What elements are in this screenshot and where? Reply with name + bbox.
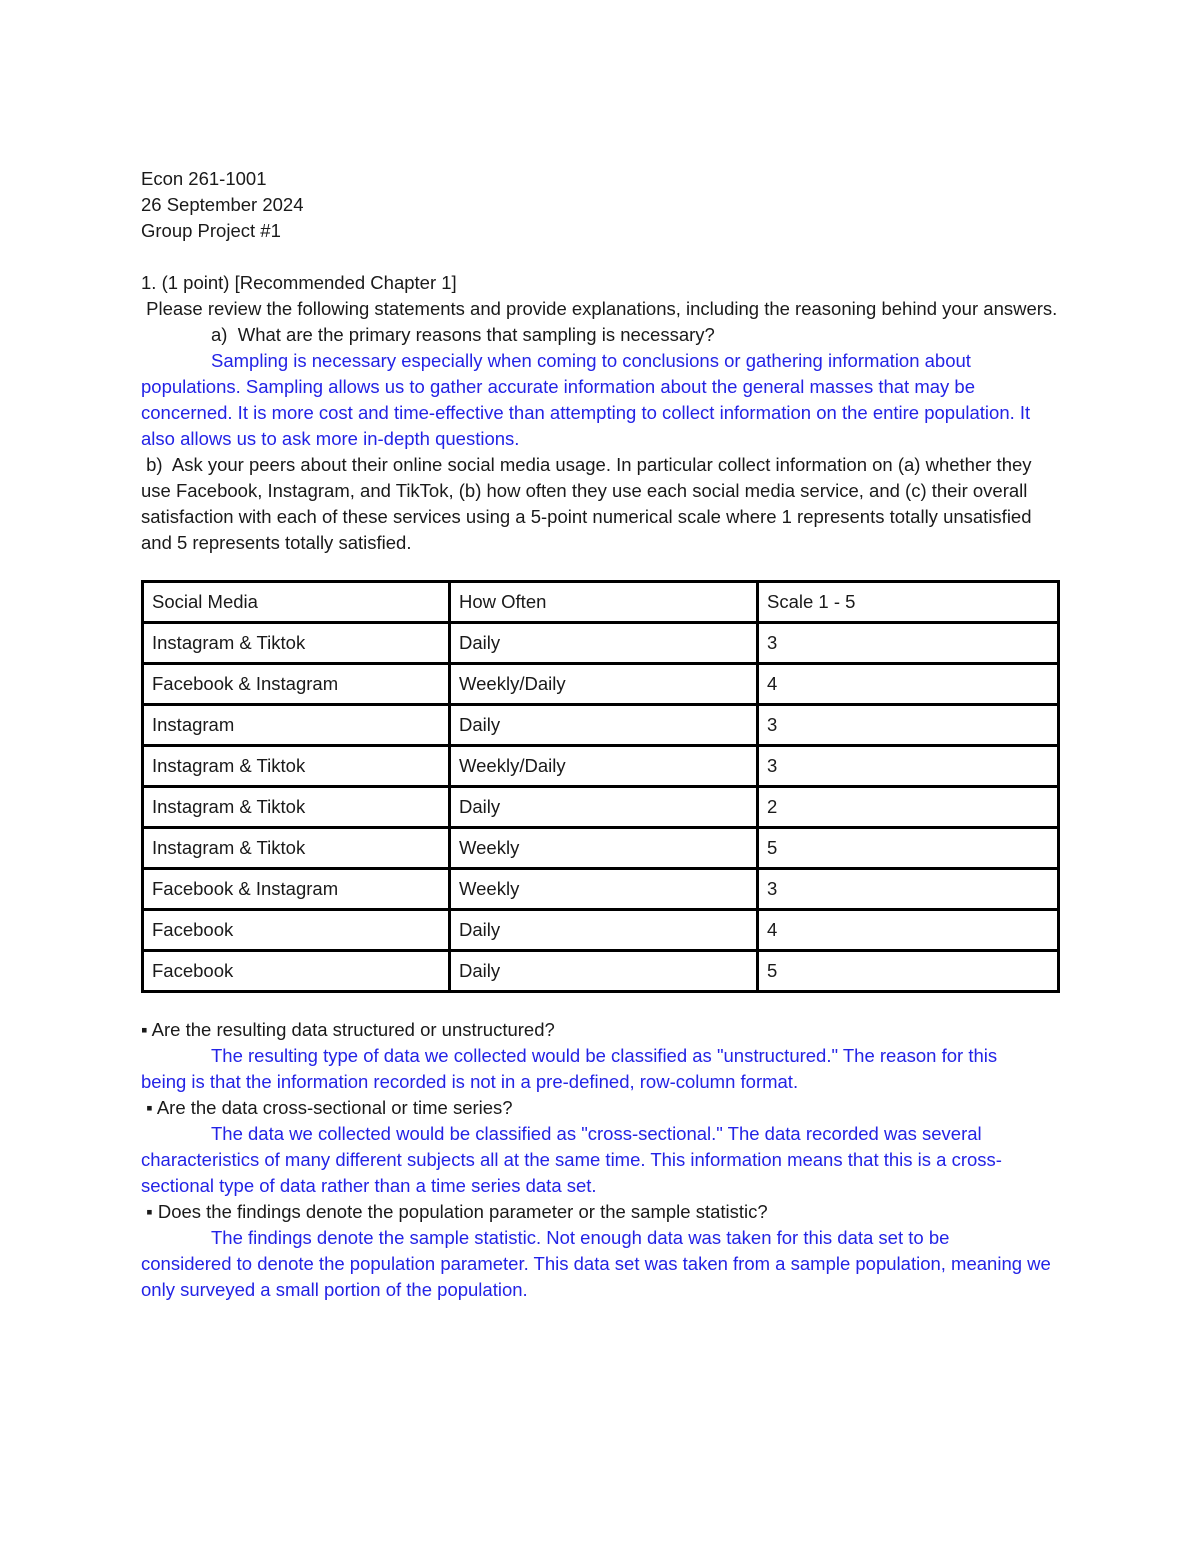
question-1-intro: Please review the following statements and provide explanations, including the reasoning behind your answers. [141, 298, 1058, 319]
table-cell: Weekly [450, 869, 758, 910]
table-cell: Facebook [143, 910, 450, 951]
table-row [143, 910, 1059, 951]
table-cell: 2 [758, 787, 1059, 828]
table-cell: 5 [758, 951, 1059, 992]
table-row [143, 705, 1059, 746]
table-cell: 3 [758, 705, 1059, 746]
document-page [141, 166, 1063, 1303]
table-cell: 3 [758, 746, 1059, 787]
question-1-title: 1. (1 point) [Recommended Chapter 1] [141, 272, 457, 293]
followup-2-answer-rest: characteristics of many different subjects all at the same time. This information means that this is a cross-sectional type of data rather than a time series data set. [141, 1149, 1002, 1196]
table-header-row [143, 582, 1059, 623]
followup-3-question: ▪ Does the findings denote the population parameter or the sample statistic? [141, 1201, 768, 1222]
part-b-question: b) Ask your peers about their online social media usage. In particular collect information on (a) whether they use Facebook, Instagram, and TikTok, (b) how often they use each social media service, and (c) their overall satisfaction with each of these services using a 5-point numerical scale where 1 represents totally unsatisfied and 5 represents totally satisfied. [141, 454, 1037, 553]
table-cell: Instagram & Tiktok [143, 828, 450, 869]
followup-3-answer-first-line: The findings denote the sample statistic. Not enough data was taken for this data set to be [211, 1227, 950, 1248]
table-cell: Instagram & Tiktok [143, 787, 450, 828]
table-header-cell: How Often [450, 582, 758, 623]
table-cell: Weekly/Daily [450, 664, 758, 705]
table-cell: 3 [758, 869, 1059, 910]
project-line: Group Project #1 [141, 220, 281, 241]
table-row [143, 951, 1059, 992]
table-header-cell: Social Media [143, 582, 450, 623]
table-cell: Instagram & Tiktok [143, 623, 450, 664]
followup-3-answer-rest: considered to denote the population parameter. This data set was taken from a sample population, meaning we only surveyed a small portion of the population. [141, 1253, 1056, 1300]
table-cell: 3 [758, 623, 1059, 664]
part-a-question: a) What are the primary reasons that sampling is necessary? [211, 324, 715, 345]
followup-1-answer-rest: being is that the information recorded is not in a pre-defined, row-column format. [141, 1071, 799, 1092]
table-row [143, 664, 1059, 705]
part-a-answer-first-line: Sampling is necessary especially when coming to conclusions or gathering information about [211, 350, 971, 371]
table-cell: Daily [450, 623, 758, 664]
table-cell: Instagram [143, 705, 450, 746]
table-cell: Facebook [143, 951, 450, 992]
table-cell: 4 [758, 910, 1059, 951]
followup-1-answer-first-line: The resulting type of data we collected would be classified as "unstructured." The reason for this [211, 1045, 998, 1066]
table-header-cell: Scale 1 - 5 [758, 582, 1059, 623]
table-row [143, 746, 1059, 787]
spacer [141, 244, 1063, 270]
followup-1-question: ▪ Are the resulting data structured or unstructured? [141, 1019, 555, 1040]
course-line: Econ 261-1001 [141, 168, 267, 189]
table-cell: Facebook & Instagram [143, 664, 450, 705]
table-cell: Facebook & Instagram [143, 869, 450, 910]
table-cell: Instagram & Tiktok [143, 746, 450, 787]
table-row [143, 623, 1059, 664]
date-line: 26 September 2024 [141, 194, 304, 215]
table-cell: 4 [758, 664, 1059, 705]
survey-table [141, 580, 1060, 993]
table-cell: 5 [758, 828, 1059, 869]
table-cell: Daily [450, 705, 758, 746]
table-cell: Daily [450, 951, 758, 992]
table-cell: Daily [450, 787, 758, 828]
table-row [143, 869, 1059, 910]
table-row [143, 828, 1059, 869]
table-cell: Weekly [450, 828, 758, 869]
table-row [143, 787, 1059, 828]
table-cell: Daily [450, 910, 758, 951]
table-cell: Weekly/Daily [450, 746, 758, 787]
part-a-answer-rest: populations. Sampling allows us to gather accurate information about the general masses that may be concerned. It is more cost and time-effective than attempting to collect information on the entire population. It also allows us to ask more in-depth questions. [141, 376, 1036, 449]
followup-2-answer-first-line: The data we collected would be classified as "cross-sectional." The data recorded was several [211, 1123, 982, 1144]
followup-2-question: ▪ Are the data cross-sectional or time series? [141, 1097, 513, 1118]
